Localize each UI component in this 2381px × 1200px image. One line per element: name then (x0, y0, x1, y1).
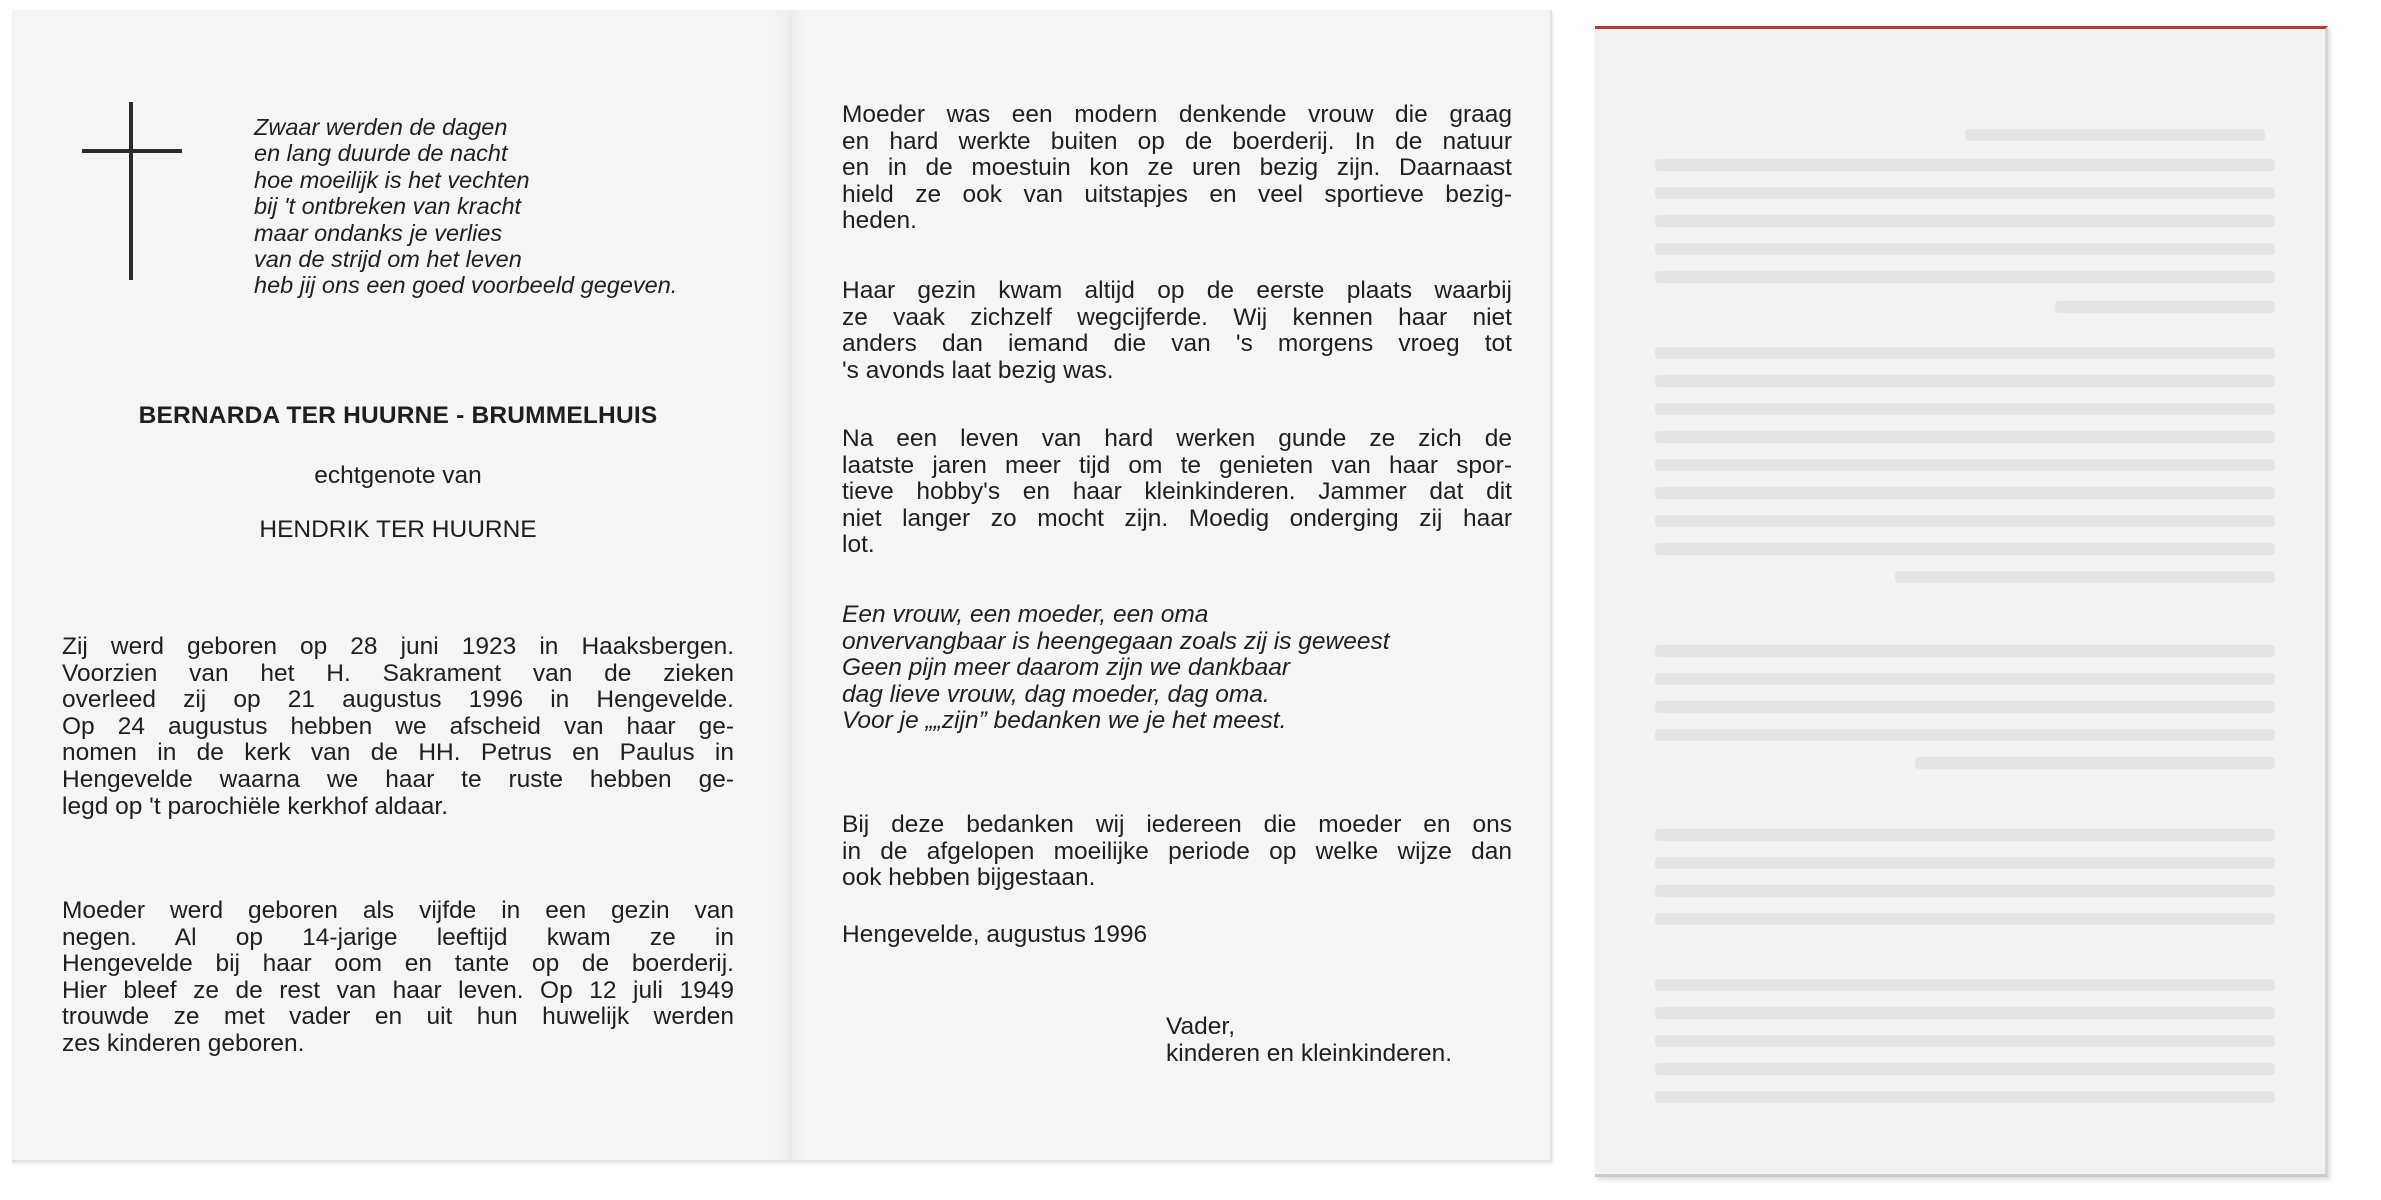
signature-line: kinderen en kleinkinderen. (1166, 1039, 1453, 1067)
life-paragraph (62, 898, 734, 1058)
right-page (842, 10, 1512, 1160)
show-through-line (1655, 1063, 2275, 1075)
show-through-line (1915, 757, 2275, 769)
text-line: 's avonds laat bezig was. (842, 356, 1114, 384)
text-line: negen. Al op 14-jarige leeftijd kwam ze in (62, 923, 734, 951)
show-through-line (1655, 243, 2275, 255)
text-line: Haar gezin kwam altijd op de eerste plaats waarbij (842, 277, 1512, 304)
show-through-line (2055, 301, 2275, 313)
show-through-line (1655, 187, 2275, 199)
text-line: ook hebben bijgestaan. (842, 864, 1096, 892)
text-line: hield ze ook van uitstapjes en veel sportieve bezig- (842, 180, 1512, 208)
card-fold (770, 10, 810, 1160)
text-line: laatste jaren meer tijd om te genieten van haar spor- (842, 451, 1512, 479)
text-line: Voorzien van het H. Sakrament van de zieken (62, 659, 734, 687)
thanks-paragraph (842, 812, 1512, 892)
text-line: trouwde ze met vader en uit hun huwelijk werden (62, 1003, 734, 1031)
left-page (62, 10, 734, 1160)
show-through-line (1655, 159, 2275, 171)
show-through-line (1655, 515, 2275, 527)
signature (1166, 1014, 1526, 1067)
show-through-line (1655, 729, 2275, 741)
show-through-line (1655, 403, 2275, 415)
show-through-line (1655, 347, 2275, 359)
family-paragraph (842, 278, 1512, 384)
closing-poem (842, 602, 1512, 735)
poem-line: bij 't ontbreken van kracht (254, 193, 522, 220)
text-line: anders dan iemand die van 's morgens vroeg tot (842, 330, 1512, 358)
show-through-line (1655, 271, 2275, 283)
poem-line: maar ondanks je verlies (254, 219, 503, 246)
show-through-line (1655, 645, 2275, 657)
show-through-line (1655, 829, 2275, 841)
show-through-line (1655, 1091, 2275, 1103)
text-line: en in de moestuin kon ze uren bezig zijn. Daarnaast (842, 154, 1512, 182)
text-line: legd op 't parochiële kerkhof aldaar. (62, 792, 449, 820)
poem-line: Een vrouw, een moeder, een oma (842, 601, 1209, 628)
text-line: Hier bleef ze de rest van haar leven. Op 12 juli 1949 (62, 976, 734, 1004)
show-through-line (1895, 571, 2275, 583)
show-through-line (1655, 701, 2275, 713)
text-line: nomen in de kerk van de HH. Petrus en Paulus in (62, 739, 734, 767)
text-line: en hard werkte buiten op de boerderij. In de natuur (842, 127, 1512, 155)
poem-line: hoe moeilijk is het vechten (254, 166, 530, 193)
show-through-line (1655, 487, 2275, 499)
show-through-line (1655, 885, 2275, 897)
later-years-paragraph (842, 426, 1512, 559)
text-line: in de afgelopen moeilijke periode op welke wijze dan (842, 837, 1512, 865)
poem-line: Voor je „„zijn” bedanken we je het meest. (842, 707, 1287, 735)
show-through-line (1655, 543, 2275, 555)
show-through-line (1655, 375, 2275, 387)
text-line: Hengevelde bij haar oom en tante op de boerderij. (62, 950, 734, 978)
poem-line: en lang duurde de nacht (254, 140, 508, 167)
text-line: lot. (842, 531, 875, 559)
memorial-card-back (1595, 26, 2328, 1177)
show-through-line (1655, 1035, 2275, 1047)
text-line: Bij deze bedanken wij iedereen die moeder en ons (842, 811, 1512, 838)
show-through-line (1655, 431, 2275, 443)
show-through-line (1655, 1007, 2275, 1019)
text-line: Moeder werd geboren als vijfde in een gezin van (62, 897, 734, 924)
text-line: Na een leven van hard werken gunde ze zich de (842, 425, 1512, 452)
text-line: ze vaak zichzelf wegcijferde. Wij kennen haar niet (842, 303, 1512, 331)
text-line: heden. (842, 207, 917, 235)
text-line: zes kinderen geboren. (62, 1029, 305, 1057)
show-through-line (1965, 129, 2265, 141)
text-line: Moeder was een modern denkende vrouw die graag (842, 101, 1512, 128)
spouse-name: HENDRIK TER HUURNE (259, 516, 537, 543)
text-line: Zij werd geboren op 28 juni 1923 in Haaksbergen. (62, 633, 734, 660)
text-line: Op 24 augustus hebben we afscheid van haar ge- (62, 712, 734, 740)
poem-line: van de strijd om het leven (254, 246, 522, 273)
card-edge (2327, 35, 2328, 1177)
place-date-text: Hengevelde, augustus 1996 (842, 921, 1148, 948)
poem-line: heb jij ons een goed voorbeeld gegeven. (254, 272, 678, 299)
signature-line: Vader, (1166, 1013, 1236, 1040)
poem-line: onvervangbaar is heengegaan zoals zij is geweest (842, 627, 1390, 655)
place-date (842, 922, 1512, 949)
poem-line: Geen pijn meer daarom zijn we dankbaar (842, 654, 1291, 682)
text-line: tieve hobby's en haar kleinkinderen. Jammer dat dit (842, 478, 1512, 506)
deceased-name: BERNARDA TER HUURNE - BRUMMELHUIS (138, 402, 658, 429)
show-through-line (1655, 913, 2275, 925)
show-through-line (1655, 673, 2275, 685)
memorial-card-inside (12, 10, 1552, 1162)
spouse-prefix: echtgenote van (314, 462, 482, 489)
show-through-line (1655, 215, 2275, 227)
show-through-line (1655, 979, 2275, 991)
text-line: Hengevelde waarna we haar te ruste hebben ge- (62, 765, 734, 793)
character-paragraph (842, 102, 1512, 235)
text-line: niet langer zo mocht zijn. Moedig onderging zij haar (842, 504, 1512, 532)
poem-line: dag lieve vrouw, dag moeder, dag oma. (842, 680, 1270, 708)
biography-paragraph (62, 634, 734, 820)
show-through-line (1655, 857, 2275, 869)
poem-line: Zwaar werden de dagen (254, 114, 508, 140)
text-line: overleed zij op 21 augustus 1996 in Hengevelde. (62, 686, 734, 714)
show-through-line (1655, 459, 2275, 471)
